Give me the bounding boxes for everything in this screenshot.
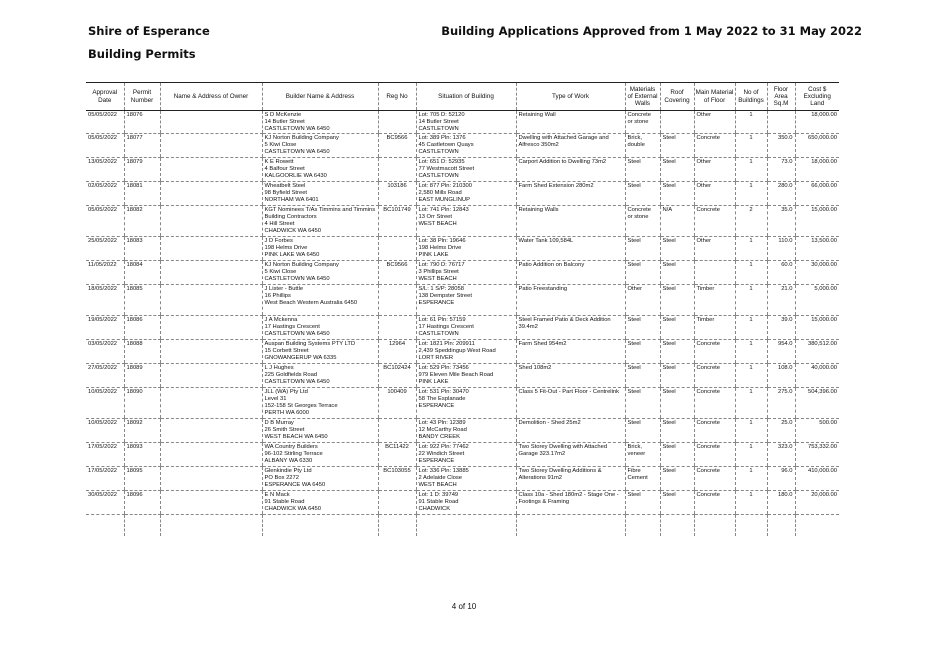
table-row (86, 111, 839, 134)
table-cell: 18096 (124, 490, 160, 514)
table-row (86, 339, 839, 363)
table-cell: 500.00 (795, 418, 839, 442)
table-cell: S/L: 1 S/P: 28058 138 Dempster Street ESPERANCE (416, 284, 516, 315)
table-cell: WA Country Builders 96-102 Stirling Terrace ALBANY WA 6330 (262, 442, 378, 466)
table-cell: Steel (625, 363, 660, 387)
table-cell: Lot: 741 Pln: 12843 13 Orr Street WEST BEACH (416, 205, 516, 236)
col-owner: Name & Address of Owner (160, 83, 262, 111)
table-cell: 1 (735, 236, 767, 260)
table-cell: 10/05/2022 (86, 387, 124, 418)
table-cell (160, 205, 262, 236)
table-cell: Steel (660, 284, 694, 315)
table-row (86, 284, 839, 315)
table-cell: Lot: 651 D: 52935 77 Westmacott Street CASTLETOWN (416, 157, 516, 181)
table-cell: 1 (735, 418, 767, 442)
table-cell: Steel (660, 442, 694, 466)
col-roof: Roof Covering (660, 83, 694, 111)
table-cell (660, 111, 694, 134)
table-cell: 05/05/2022 (86, 133, 124, 157)
table-cell: Lot: 389 Pln: 1376 45 Castletown Quays CASTLETOWN (416, 133, 516, 157)
table-cell: 100409 (378, 387, 416, 418)
table-cell: N/A (660, 205, 694, 236)
col-permit-number: Permit Number (124, 83, 160, 111)
col-situation: Situation of Building (416, 83, 516, 111)
table-cell (160, 284, 262, 315)
table-cell: 1 (735, 260, 767, 284)
table-cell: 1 (735, 387, 767, 418)
table-cell: Auspan Building Systems PTY LTD 15 Corbett Street GNOWANGERUP WA 6335 (262, 339, 378, 363)
table-cell: 18089 (124, 363, 160, 387)
table-cell-empty (795, 514, 839, 536)
table-cell (160, 387, 262, 418)
table-cell-empty (516, 514, 625, 536)
table-cell (694, 260, 735, 284)
table-cell: Steel (660, 236, 694, 260)
table-cell: 15,000.00 (795, 315, 839, 339)
table-cell: 753,332.00 (795, 442, 839, 466)
table-cell-empty (694, 514, 735, 536)
table-cell: Steel (625, 490, 660, 514)
table-cell: Concrete (694, 387, 735, 418)
table-cell: S D McKenzie 14 Butler Street CASTLETOWN WA 6450 (262, 111, 378, 134)
table-cell: 1 (735, 490, 767, 514)
table-cell: J D Forbes 198 Helms Drive PINK LAKE WA 6450 (262, 236, 378, 260)
table-cell: Steel (660, 315, 694, 339)
table-cell: Fibre Cement (625, 466, 660, 490)
table-cell: BC11422 (378, 442, 416, 466)
table-cell: Lot: 790 D: 76717 3 Phillips Street WEST BEACH (416, 260, 516, 284)
col-no-buildings: No of Buildings (735, 83, 767, 111)
table-cell: 25.0 (767, 418, 795, 442)
table-cell (378, 157, 416, 181)
table-cell: 21.0 (767, 284, 795, 315)
table-cell: 13/05/2022 (86, 157, 124, 181)
table-cell: Lot: 61 Pln: 57159 17 Hastings Crescent CASTLETOWN (416, 315, 516, 339)
table-cell: 39.0 (767, 315, 795, 339)
table-cell: 1 (735, 363, 767, 387)
table-cell: 18092 (124, 418, 160, 442)
table-cell: Demolition - Shed 25m2 (516, 418, 625, 442)
table-cell: 650,000.00 (795, 133, 839, 157)
table-cell: 18090 (124, 387, 160, 418)
col-builder: Builder Name & Address (262, 83, 378, 111)
table-cell: 73.0 (767, 157, 795, 181)
table-cell: 27/05/2022 (86, 363, 124, 387)
table-cell (378, 418, 416, 442)
table-cell: Two Storey Dwelling Additions & Alterations 91m2 (516, 466, 625, 490)
table-cell: 275.0 (767, 387, 795, 418)
table-cell: Lot: 43 Pln: 12389 12 McCarthy Road BANDY CREEK (416, 418, 516, 442)
table-cell: 1 (735, 181, 767, 205)
table-cell: Brick, double (625, 133, 660, 157)
table-cell: BC103055 (378, 466, 416, 490)
table-cell: Concrete or stone (625, 205, 660, 236)
table-cell: Concrete (694, 418, 735, 442)
table-cell: 96.0 (767, 466, 795, 490)
table-cell: Steel (660, 418, 694, 442)
table-header-row (86, 83, 839, 111)
table-cell: 323.0 (767, 442, 795, 466)
table-cell: Carport Addition to Dwelling 73m2 (516, 157, 625, 181)
table-cell: Retaining Walls (516, 205, 625, 236)
table-cell: 18082 (124, 205, 160, 236)
table-cell: 18084 (124, 260, 160, 284)
table-cell: 40,000.00 (795, 363, 839, 387)
table-cell: Other (694, 236, 735, 260)
table-cell: Lot: 336 Pln: 13885 2 Adelaide Close WEST BEACH (416, 466, 516, 490)
table-cell: 17/05/2022 (86, 466, 124, 490)
table-cell: Lot: 529 Pln: 73456 979 Eleven Mile Beach Road PINK LAKE (416, 363, 516, 387)
table-cell-empty (124, 514, 160, 536)
table-cell (160, 466, 262, 490)
page-number: 4 of 10 (451, 602, 477, 611)
table-cell: 18088 (124, 339, 160, 363)
table-cell: Class 10a - Shed 180m2 - Stage One - Footings & Framing (516, 490, 625, 514)
table-cell-empty (660, 514, 694, 536)
table-cell: 2 (735, 205, 767, 236)
table-cell: Patio Addition on Balcony (516, 260, 625, 284)
table-row (86, 363, 839, 387)
report-subtitle: Building Permits (88, 47, 196, 61)
table-cell: 05/05/2022 (86, 205, 124, 236)
table-cell: 18077 (124, 133, 160, 157)
table-cell (378, 490, 416, 514)
table-cell: 66,000.00 (795, 181, 839, 205)
table-cell: L J Hughes 225 Goldfields Road CASTLETOWN WA 6450 (262, 363, 378, 387)
table-cell: Steel (625, 339, 660, 363)
table-cell: 18093 (124, 442, 160, 466)
table-cell: Concrete (694, 133, 735, 157)
table-cell (378, 236, 416, 260)
table-cell: 110.0 (767, 236, 795, 260)
table-cell: 1 (735, 466, 767, 490)
table-cell: 03/05/2022 (86, 339, 124, 363)
table-cell-empty (262, 514, 378, 536)
col-reg-no: Reg No (378, 83, 416, 111)
table-cell: Other (694, 181, 735, 205)
table-cell-empty (767, 514, 795, 536)
table-row (86, 181, 839, 205)
table-cell: 05/05/2022 (86, 111, 124, 134)
table-cell-empty (378, 514, 416, 536)
table-cell: 18085 (124, 284, 160, 315)
table-cell: E N Mack 91 Stable Road CHADWICK WA 6450 (262, 490, 378, 514)
table-cell: 103186 (378, 181, 416, 205)
col-floor-area: Floor Area Sq.M (767, 83, 795, 111)
table-cell (160, 133, 262, 157)
table-cell: 11/05/2022 (86, 260, 124, 284)
table-row (86, 490, 839, 514)
table-cell: Steel Framed Patio & Deck Addition 39.4m2 (516, 315, 625, 339)
table-cell: 1 (735, 157, 767, 181)
table-cell: Shed 108m2 (516, 363, 625, 387)
table-cell: 30,000.00 (795, 260, 839, 284)
table-cell: KGT Nominees T/As Timmins and Timmins Building Contractors 4 Hill Street CHADWICK WA 6450 (262, 205, 378, 236)
table-cell: Steel (625, 157, 660, 181)
table-cell: 18,000.00 (795, 111, 839, 134)
table-cell: Steel (660, 260, 694, 284)
table-cell (160, 181, 262, 205)
table-cell: 410,000.00 (795, 466, 839, 490)
table-cell: Two Storey Dwelling with Attached Garage 323.17m2 (516, 442, 625, 466)
table-cell (160, 363, 262, 387)
table-body (86, 111, 839, 537)
table-cell: Brick, veneer (625, 442, 660, 466)
table-cell (160, 236, 262, 260)
table-cell: Farm Shed Extension 280m2 (516, 181, 625, 205)
table-cell: 15,000.00 (795, 205, 839, 236)
table-cell: Class 5 Fit-Out - Part Floor - Centrelink (516, 387, 625, 418)
table-row (86, 387, 839, 418)
table-cell: 504,396.00 (795, 387, 839, 418)
table-cell: 19/05/2022 (86, 315, 124, 339)
table-row (86, 205, 839, 236)
table-cell (160, 418, 262, 442)
table-cell: Steel (625, 315, 660, 339)
table-cell: Lot: 922 Pln: 77462 22 Windich Street ESPERANCE (416, 442, 516, 466)
table-cell (378, 315, 416, 339)
table-cell: Concrete (694, 490, 735, 514)
table-cell: 18/05/2022 (86, 284, 124, 315)
table-cell-empty (86, 514, 124, 536)
table-cell: Other (694, 157, 735, 181)
table-cell: 280.0 (767, 181, 795, 205)
table-cell (160, 111, 262, 134)
table-cell: 18079 (124, 157, 160, 181)
table-cell: Patio Freestanding (516, 284, 625, 315)
table-cell (160, 339, 262, 363)
table-row (86, 315, 839, 339)
table-cell: 350.0 (767, 133, 795, 157)
table-cell: 1 (735, 111, 767, 134)
table-cell: Steel (660, 363, 694, 387)
permits-table (86, 82, 839, 536)
table-row (86, 442, 839, 466)
table-cell: Steel (660, 466, 694, 490)
table-cell-empty (625, 514, 660, 536)
table-cell: BC102424 (378, 363, 416, 387)
table-cell: 25/05/2022 (86, 236, 124, 260)
table-cell: 18083 (124, 236, 160, 260)
table-cell: D B Murray 26 Smith Street WEST BEACH WA 6450 (262, 418, 378, 442)
col-approval-date: Approval Date (86, 83, 124, 111)
table-cell: Timber (694, 284, 735, 315)
table-cell: Steel (625, 418, 660, 442)
table-cell: Water Tank 109,584L (516, 236, 625, 260)
table-cell: Glenkindie Pty Ltd PO Box 2272 ESPERANCE WA 6450 (262, 466, 378, 490)
table-cell: 954.0 (767, 339, 795, 363)
table-cell: 18076 (124, 111, 160, 134)
table-cell: Other (625, 284, 660, 315)
table-cell: Lot: 38 Pln: 19646 198 Helms Drive PINK LAKE (416, 236, 516, 260)
table-cell: Steel (660, 387, 694, 418)
table-cell (160, 260, 262, 284)
table-cell: Farm Shed 954m2 (516, 339, 625, 363)
table-cell: Lot: 877 Pln: 210300 2,580 Mills Road EAST MUNGLINUP (416, 181, 516, 205)
table-cell: 18086 (124, 315, 160, 339)
table-cell: Lot: 1821 Pln: 209911 2,439 Speddingup West Road LORT RIVER (416, 339, 516, 363)
table-cell: Timber (694, 315, 735, 339)
table-cell: 180.0 (767, 490, 795, 514)
table-cell-empty (416, 514, 516, 536)
table-cell: 12964 (378, 339, 416, 363)
table-cell: Concrete (694, 363, 735, 387)
table-cell: 18,000.00 (795, 157, 839, 181)
table-cell: Retaining Wall (516, 111, 625, 134)
table-cell: Steel (625, 260, 660, 284)
table-cell: Concrete (694, 205, 735, 236)
col-external-walls: Materials of External Walls (625, 83, 660, 111)
table-cell (767, 111, 795, 134)
table-cell: 30/05/2022 (86, 490, 124, 514)
table-cell: Concrete (694, 442, 735, 466)
table-row (86, 157, 839, 181)
table-cell: 02/05/2022 (86, 181, 124, 205)
table-cell: Lot: 705 D: 52120 14 Butler Street CASTLETOWN (416, 111, 516, 134)
table-cell: Steel (660, 339, 694, 363)
table-cell: 17/05/2022 (86, 442, 124, 466)
table-cell: 380,512.00 (795, 339, 839, 363)
table-cell: Steel (625, 181, 660, 205)
table-cell: Wheatbelt Steel 98 Byfield Street NORTHAM WA 6401 (262, 181, 378, 205)
table-cell (160, 157, 262, 181)
table-cell: Steel (625, 387, 660, 418)
table-row-blank (86, 514, 839, 536)
table-cell: Concrete or stone (625, 111, 660, 134)
table-cell: Other (694, 111, 735, 134)
col-type-of-work: Type of Work (516, 83, 625, 111)
table-cell: BC9566 (378, 260, 416, 284)
col-floor-material: Main Material of Floor (694, 83, 735, 111)
report-title: Building Applications Approved from 1 May 2022 to 31 May 2022 (441, 24, 862, 38)
table-cell: 1 (735, 339, 767, 363)
table-cell: 1 (735, 133, 767, 157)
table-cell: Steel (660, 490, 694, 514)
table-cell: BC9566 (378, 133, 416, 157)
table-cell: Lot: 1 D: 39749 91 Stable Road CHADWICK (416, 490, 516, 514)
table-cell-empty (735, 514, 767, 536)
table-cell: Lot: 531 Pln: 30470 58 The Esplanade ESPERANCE (416, 387, 516, 418)
table-cell: Dwelling with Attached Garage and Alfresco 350m2 (516, 133, 625, 157)
table-cell: 5,000.00 (795, 284, 839, 315)
table-row (86, 236, 839, 260)
table-cell: 1 (735, 442, 767, 466)
table-cell-empty (160, 514, 262, 536)
table-cell: KJ Norton Building Company 5 Kiwi Close CASTLETOWN WA 6450 (262, 133, 378, 157)
table-cell: Steel (660, 181, 694, 205)
table-cell: 10/05/2022 (86, 418, 124, 442)
table-cell: BC101749 (378, 205, 416, 236)
table-cell: 13,500.00 (795, 236, 839, 260)
council-name: Shire of Esperance (88, 24, 210, 38)
table-cell (160, 442, 262, 466)
table-cell: Steel (625, 236, 660, 260)
table-cell: KJ Norton Building Company 5 Kiwi Close CASTLETOWN WA 6450 (262, 260, 378, 284)
table-cell (160, 490, 262, 514)
col-cost: Cost $ Excluding Land (795, 83, 839, 111)
table-cell: 1 (735, 315, 767, 339)
table-cell: JLL (WA) Pty Ltd Level 31 152-158 St Georges Terrace PERTH WA 6000 (262, 387, 378, 418)
table-cell: K E Rowett 4 Balfour Street KALGOORLIE WA 6430 (262, 157, 378, 181)
table-cell: Concrete (694, 339, 735, 363)
table-cell: Concrete (694, 466, 735, 490)
table-cell: 60.0 (767, 260, 795, 284)
table-row (86, 133, 839, 157)
table-cell: 18095 (124, 466, 160, 490)
table-cell (160, 315, 262, 339)
table-cell: J Lister - Buttle 16 Phillips West Beach Western Australia 6450 (262, 284, 378, 315)
table-row (86, 260, 839, 284)
table-cell: Steel (660, 133, 694, 157)
table-row (86, 466, 839, 490)
table-cell: Steel (660, 157, 694, 181)
table-cell: 108.0 (767, 363, 795, 387)
table-cell: 1 (735, 284, 767, 315)
table-cell: J A Mckenna 17 Hastings Crescent CASTLETOWN WA 6450 (262, 315, 378, 339)
table-cell: 18081 (124, 181, 160, 205)
table-cell (378, 284, 416, 315)
table-row (86, 418, 839, 442)
table-cell: 35.0 (767, 205, 795, 236)
table-cell: 20,000.00 (795, 490, 839, 514)
table-cell (378, 111, 416, 134)
